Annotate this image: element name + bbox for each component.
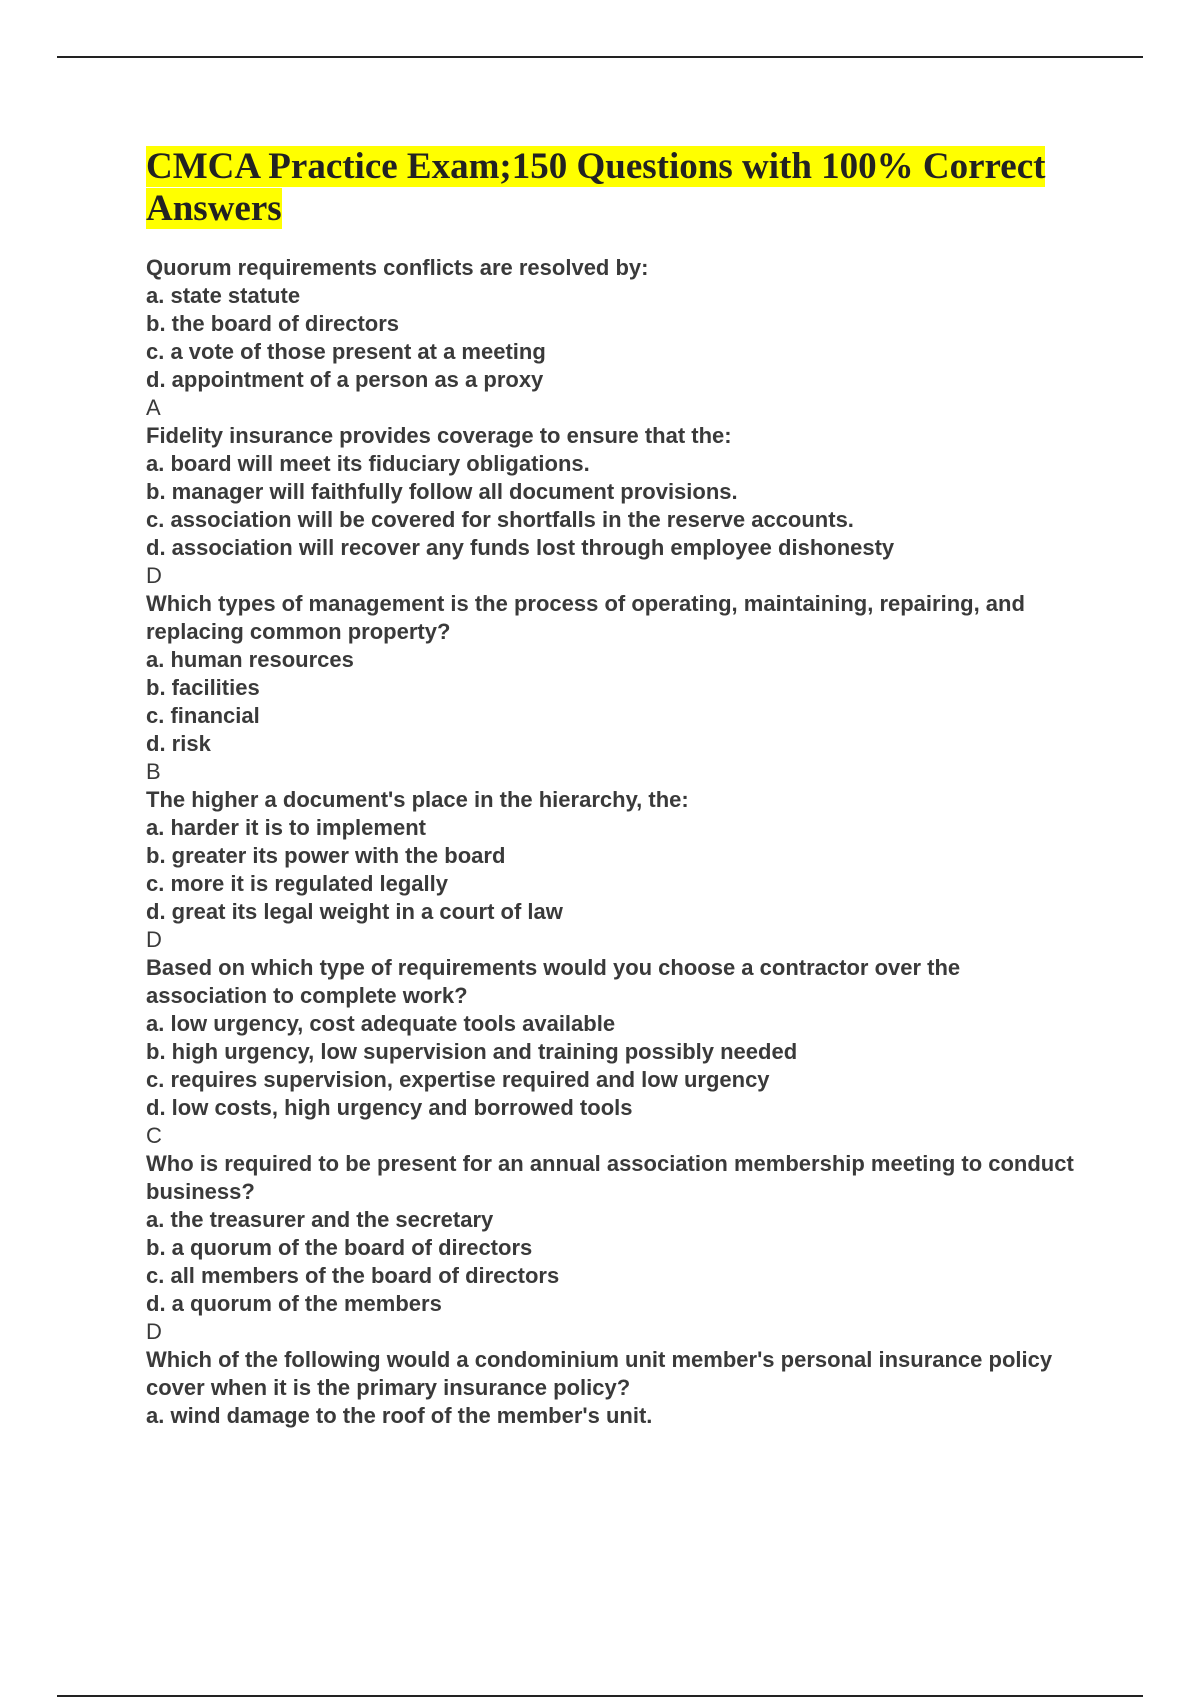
question-block: [146, 954, 1076, 1150]
correct-answer: C: [146, 1123, 162, 1148]
answer-option: c. financial: [146, 703, 260, 728]
question-block: [146, 422, 1076, 590]
answer-option: a. human resources: [146, 647, 354, 672]
question-text: Fidelity insurance provides coverage to ensure that the:: [146, 423, 732, 448]
answer-option: d. risk: [146, 731, 211, 756]
answer-option: b. manager will faithfully follow all document provisions.: [146, 479, 738, 504]
document-title: [146, 146, 1076, 230]
question-text: Which of the following would a condominium unit member's personal insurance policy cover when it is the primary insurance policy?: [146, 1347, 1053, 1400]
bottom-rule: [57, 1695, 1143, 1697]
answer-option: c. more it is regulated legally: [146, 871, 448, 896]
answer-option: b. facilities: [146, 675, 260, 700]
answer-option: a. wind damage to the roof of the member's unit.: [146, 1403, 653, 1428]
answer-option: b. greater its power with the board: [146, 843, 506, 868]
answer-option: a. the treasurer and the secretary: [146, 1207, 494, 1232]
answer-option: a. low urgency, cost adequate tools available: [146, 1011, 616, 1036]
answer-option: d. great its legal weight in a court of law: [146, 899, 563, 924]
question-text: Based on which type of requirements would you choose a contractor over the association to complete work?: [146, 955, 961, 1008]
answer-option: b. a quorum of the board of directors: [146, 1235, 533, 1260]
correct-answer: D: [146, 563, 162, 588]
question-block: [146, 1150, 1076, 1346]
answer-option: b. high urgency, low supervision and training possibly needed: [146, 1039, 798, 1064]
answer-option: b. the board of directors: [146, 311, 400, 336]
correct-answer: A: [146, 395, 161, 420]
answer-option: c. all members of the board of directors: [146, 1263, 560, 1288]
correct-answer: D: [146, 1319, 162, 1344]
question-block: [146, 1346, 1076, 1430]
document-body: [146, 146, 1076, 1430]
answer-option: d. appointment of a person as a proxy: [146, 367, 544, 392]
question-list: [146, 254, 1076, 1430]
question-text: Who is required to be present for an annual association membership meeting to conduct business?: [146, 1151, 1074, 1204]
question-block: [146, 786, 1076, 954]
correct-answer: B: [146, 759, 161, 784]
answer-option: c. association will be covered for shortfalls in the reserve accounts.: [146, 507, 854, 532]
answer-option: a. board will meet its fiduciary obligations.: [146, 451, 590, 476]
question-block: [146, 590, 1076, 786]
answer-option: d. association will recover any funds lost through employee dishonesty: [146, 535, 895, 560]
question-block: [146, 254, 1076, 422]
answer-option: c. requires supervision, expertise required and low urgency: [146, 1067, 770, 1092]
correct-answer: D: [146, 927, 162, 952]
question-text: Quorum requirements conflicts are resolved by:: [146, 255, 649, 280]
top-rule: [57, 56, 1143, 58]
answer-option: d. a quorum of the members: [146, 1291, 442, 1316]
answer-option: a. state statute: [146, 283, 301, 308]
title-highlight: CMCA Practice Exam;150 Questions with 100% Correct Answers: [146, 146, 1046, 229]
question-text: Which types of management is the process of operating, maintaining, repairing, and replacing common property?: [146, 591, 1025, 644]
answer-option: d. low costs, high urgency and borrowed tools: [146, 1095, 633, 1120]
answer-option: c. a vote of those present at a meeting: [146, 339, 546, 364]
answer-option: a. harder it is to implement: [146, 815, 426, 840]
question-text: The higher a document's place in the hierarchy, the:: [146, 787, 689, 812]
